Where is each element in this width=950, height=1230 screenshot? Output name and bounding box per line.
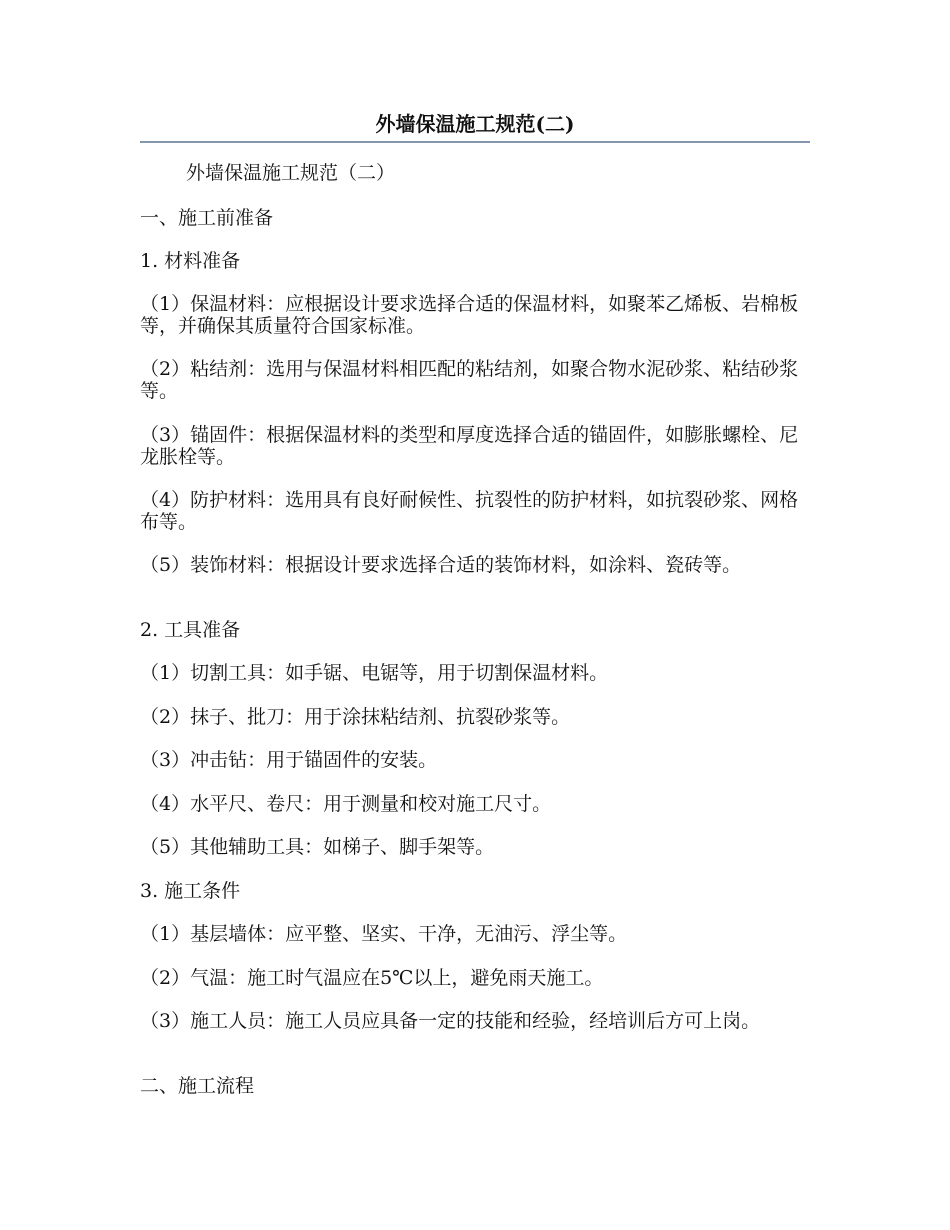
paragraph-item: （2）抹子、批刀：用于涂抹粘结剂、抗裂砂浆等。 xyxy=(140,706,571,728)
paragraph-item: （1）基层墙体：应平整、坚实、干净，无油污、浮尘等。 xyxy=(140,923,628,945)
body-subtitle: 外墙保温施工规范（二） xyxy=(186,162,396,184)
paragraph-item: （1）切割工具：如手锯、电锯等，用于切割保温材料。 xyxy=(140,662,609,684)
paragraph-item: （3）冲击钻：用于锚固件的安装。 xyxy=(140,749,438,771)
document-header xyxy=(140,108,810,143)
paragraph-item: （2）气温：施工时气温应在5℃以上，避免雨天施工。 xyxy=(140,967,604,989)
section-heading: 二、施工流程 xyxy=(140,1075,255,1097)
subsection-heading: 2. 工具准备 xyxy=(140,619,241,641)
paragraph-item: （3）锚固件：根据保温材料的类型和厚度选择合适的锚固件，如膨胀螺栓、尼龙胀栓等。 xyxy=(140,424,799,468)
paragraph-item: （4）水平尺、卷尺：用于测量和校对施工尺寸。 xyxy=(140,793,552,815)
paragraph-item: （5）装饰材料：根据设计要求选择合适的装饰材料，如涂料、瓷砖等。 xyxy=(140,554,742,576)
paragraph-item: （5）其他辅助工具：如梯子、脚手架等。 xyxy=(140,836,495,858)
paragraph-item: （1）保温材料：应根据设计要求选择合适的保温材料，如聚苯乙烯板、岩棉板等，并确保其质量符合国家标准。 xyxy=(140,293,799,337)
paragraph-item: （4）防护材料：选用具有良好耐候性、抗裂性的防护材料，如抗裂砂浆、网格布等。 xyxy=(140,489,799,533)
paragraph-item: （3）施工人员：施工人员应具备一定的技能和经验，经培训后方可上岗。 xyxy=(140,1010,761,1032)
subsection-heading: 3. 施工条件 xyxy=(140,880,241,902)
subsection-heading: 1. 材料准备 xyxy=(140,250,241,272)
section-heading: 一、施工前准备 xyxy=(140,207,274,229)
paragraph-item: （2）粘结剂：选用与保温材料相匹配的粘结剂，如聚合物水泥砂浆、粘结砂浆等。 xyxy=(140,358,799,402)
document-title: 外墙保温施工规范(二) xyxy=(375,112,575,136)
